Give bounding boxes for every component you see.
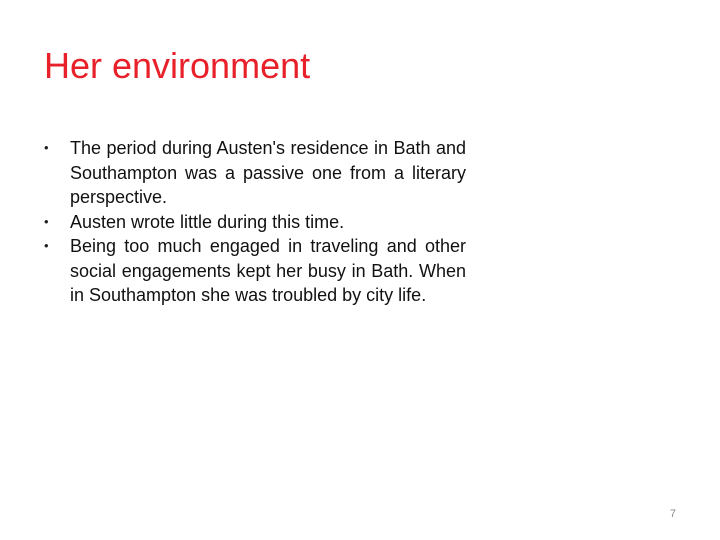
bullet-text-3: Being too much engaged in traveling and other social engagements kept her busy in Bath. When in Southampton she was troubled by city life.: [70, 236, 466, 305]
bullet-item-1: [44, 136, 466, 210]
bullet-item-2: [44, 210, 466, 235]
bullet-icon: •: [44, 140, 49, 155]
bullet-item-3: [44, 234, 466, 308]
bullet-text-1: The period during Austen's residence in Bath and Southampton was a passive one from a literary perspective.: [70, 138, 466, 207]
bullet-text-2: Austen wrote little during this time.: [70, 211, 345, 232]
bullet-icon: •: [44, 238, 49, 253]
slide-number: 7: [669, 508, 676, 520]
bullet-icon: •: [44, 213, 49, 229]
bullet-list: [44, 136, 466, 308]
slide-title: Her environment: [44, 45, 311, 86]
